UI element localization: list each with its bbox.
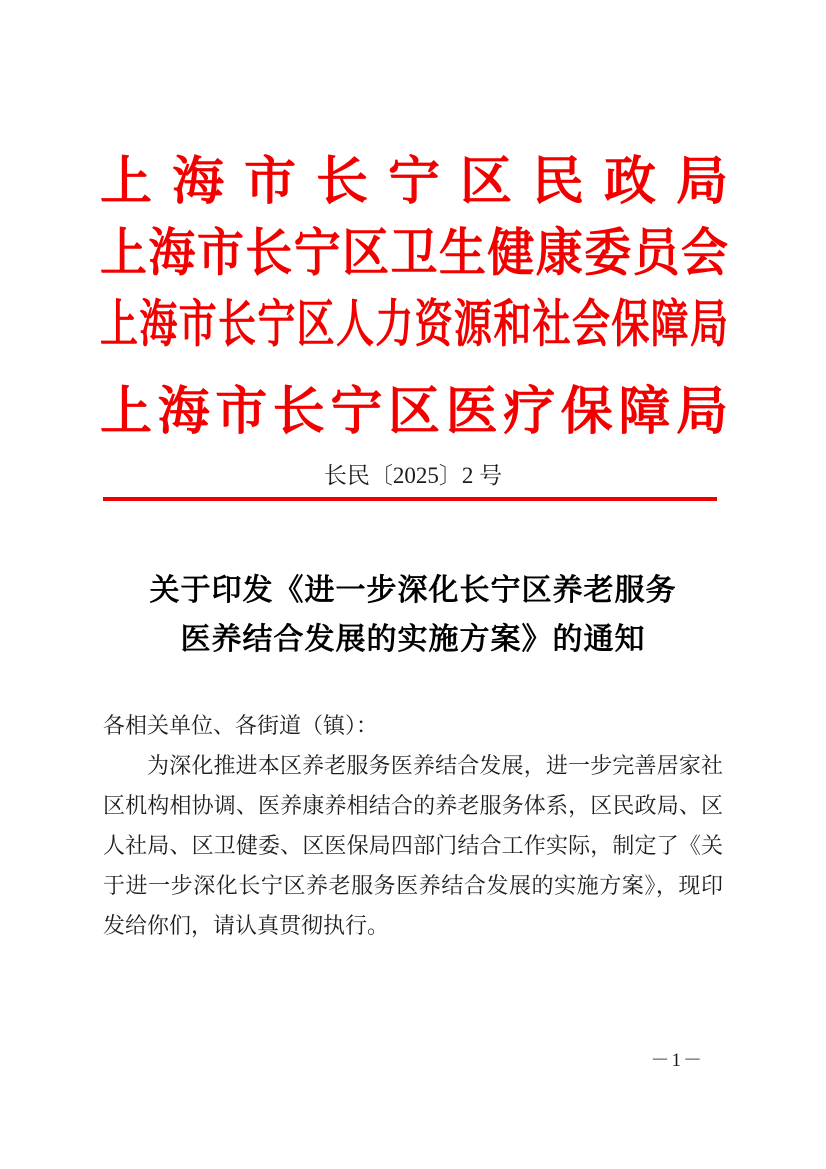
page-number: －1－: [650, 1050, 704, 1071]
body-line: 区机构相协调、医养康养相结合的养老服务体系，区民政局、区: [103, 793, 723, 818]
letterhead-agency-human-resources: 上海市长宁区人力资源和社会保障局: [100, 293, 728, 354]
red-divider-line: [103, 497, 717, 501]
letterhead-agency-health-commission: 上海市长宁区卫生健康委员会: [100, 223, 728, 284]
body-line: 为深化推进本区养老服务医养结合发展，进一步完善居家社: [147, 753, 723, 778]
document-title-line-1: 关于印发《进一步深化长宁区养老服务: [149, 573, 677, 608]
document-body: [103, 706, 723, 946]
salutation-line: 各相关单位、各街道（镇）：: [103, 713, 379, 738]
document-title-line-2: 医养结合发展的实施方案》的通知: [180, 622, 646, 657]
document-title: [0, 566, 826, 664]
letterhead-agency-civil-affairs: 上海市长宁区民政局: [100, 151, 728, 212]
letterhead-agency-medical-insurance: 上海市长宁区医疗保障局: [100, 381, 728, 442]
body-line: 发给你们，请认真贯彻执行。: [103, 913, 390, 938]
body-line: 于进一步深化长宁区养老服务医养结合发展的实施方案》，现印: [103, 873, 723, 898]
document-number: 长民〔2025〕2 号: [323, 463, 503, 488]
body-line: 人社局、区卫健委、区医保局四部门结合工作实际，制定了《关: [103, 833, 723, 858]
